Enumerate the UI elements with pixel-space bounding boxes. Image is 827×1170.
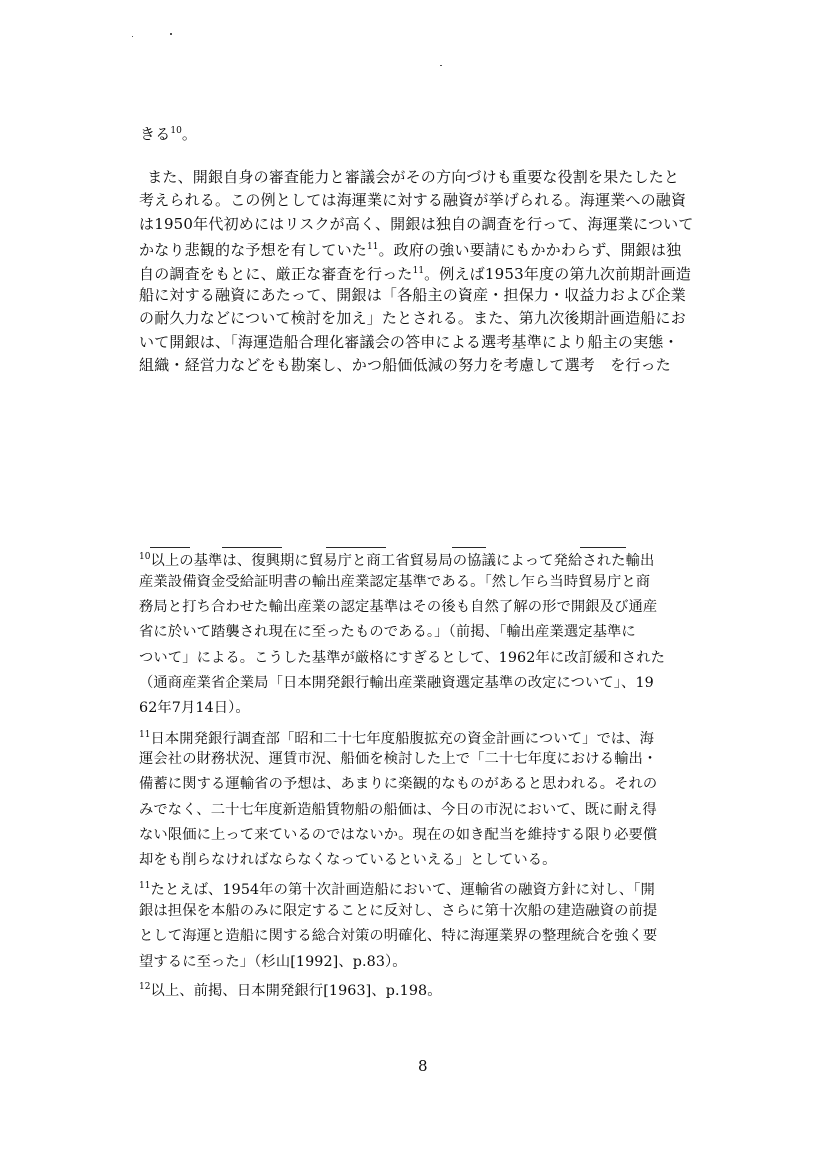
footnote-line: 却をも削らなければならなくなっているといえる」としている。 <box>139 852 557 868</box>
body-line: は1950年代初めにはリスクが高く、開銀は独自の調査を行って、海運業について <box>139 215 694 233</box>
footnote-line: ない限価に上って来ているのではないか。現在の如き配当を維持する限り必要償 <box>139 827 658 843</box>
page-number: 8 <box>418 1057 428 1075</box>
body-line: きる$^{10}$。 <box>140 125 198 143</box>
body-line: の耐久力などについて検討を加え」たとされる。また、第九次後期計画造船にお <box>139 309 686 327</box>
scan-speck <box>440 65 442 66</box>
body-line: 船に対する融資にあたって、開銀は「各船主の資産・担保力・収益力および企業 <box>139 286 686 304</box>
footnote-line: 銀は担保を本船のみに限定することに反対し、さらに第十次船の建造融資の前提 <box>139 903 658 919</box>
footnote-line: 産業設備資金受給証明書の輸出産業認定基準である。「然し乍ら当時貿易庁と商 <box>139 574 651 590</box>
body-line: いて開銀は、「海運造船合理化審議会の答申による選考基準により船主の実態・ <box>139 333 679 351</box>
body-line: 考えられる。この例としては海運業に対する融資が挙げられる。海運業への融資 <box>139 191 687 209</box>
footnote-line: 62年7月14日）。 <box>139 700 250 716</box>
footnote-line: として海運と造船に関する総合対策の明確化、特に海運業界の整理統合を強く要 <box>139 928 658 944</box>
body-line: また、開銀自身の審査能力と審議会がその方向づけも重要な役割を果たしたと <box>132 168 680 186</box>
footnote-line: みでなく、二十七年度新造船賃物船の船価は、今日の市況において、既に耐え得 <box>139 802 657 818</box>
footnote-line: 望するに至った」（杉山[1992]、p.83）。 <box>139 954 407 970</box>
footnote-line: 務局と打ち合わせた輸出産業の認定基準はその後も自然了解の形で開銀及び通産 <box>139 599 658 615</box>
body-line: かなり悲観的な予想を有していた$^{11}$。政府の強い要請にもかかわらず、開銀は独 <box>139 241 682 259</box>
footnote-line: $^{11}$日本開発銀行調査部「昭和二十七年度船腹拡充の資金計画について」では、海 <box>139 730 655 747</box>
footnote-line: 備蓄に関する運輸省の予想は、あまりに楽観的なものがあると思われる。それの <box>139 776 658 792</box>
footnote-line: ついて」による。こうした基準が厳格にすぎるとして、1962年に改訂緩和された <box>139 650 665 666</box>
footnote-line: （通商産業省企業局「日本開発銀行輸出産業融資選定基準の改定について」、19 <box>139 675 654 691</box>
footnote-line: $^{12}$以上、前掲、日本開発銀行[1963]、p.198。 <box>139 982 442 999</box>
body-line: 自の調査をもとに、厳正な審査を行った$^{11}$。例えば1953年度の第九次前期計画造 <box>139 265 692 283</box>
footnote-line: 省に於いて踏襲され現在に至ったものである。」（前掲、「輸出産業選定基準に <box>139 624 636 640</box>
footnote-line: $^{11}$たとえば、1954年の第十次計画造船において、運輸省の融資方針に対し、「開 <box>139 881 655 898</box>
footnote-line: $^{10}$以上の基準は、復興期に貿易庁と商工省貿易局の協議によって発給された輸出 <box>139 552 655 569</box>
body-line: 組織・経営力などをも勘案し、かつ船価低減の努力を考慮して選考 を行った <box>139 356 672 374</box>
scan-speck <box>170 33 172 35</box>
footnote-line: 運会社の財務状況、運賃市況、船価を検討した上で「二十七年度における輸出・ <box>139 751 658 767</box>
scan-speck <box>132 36 133 37</box>
